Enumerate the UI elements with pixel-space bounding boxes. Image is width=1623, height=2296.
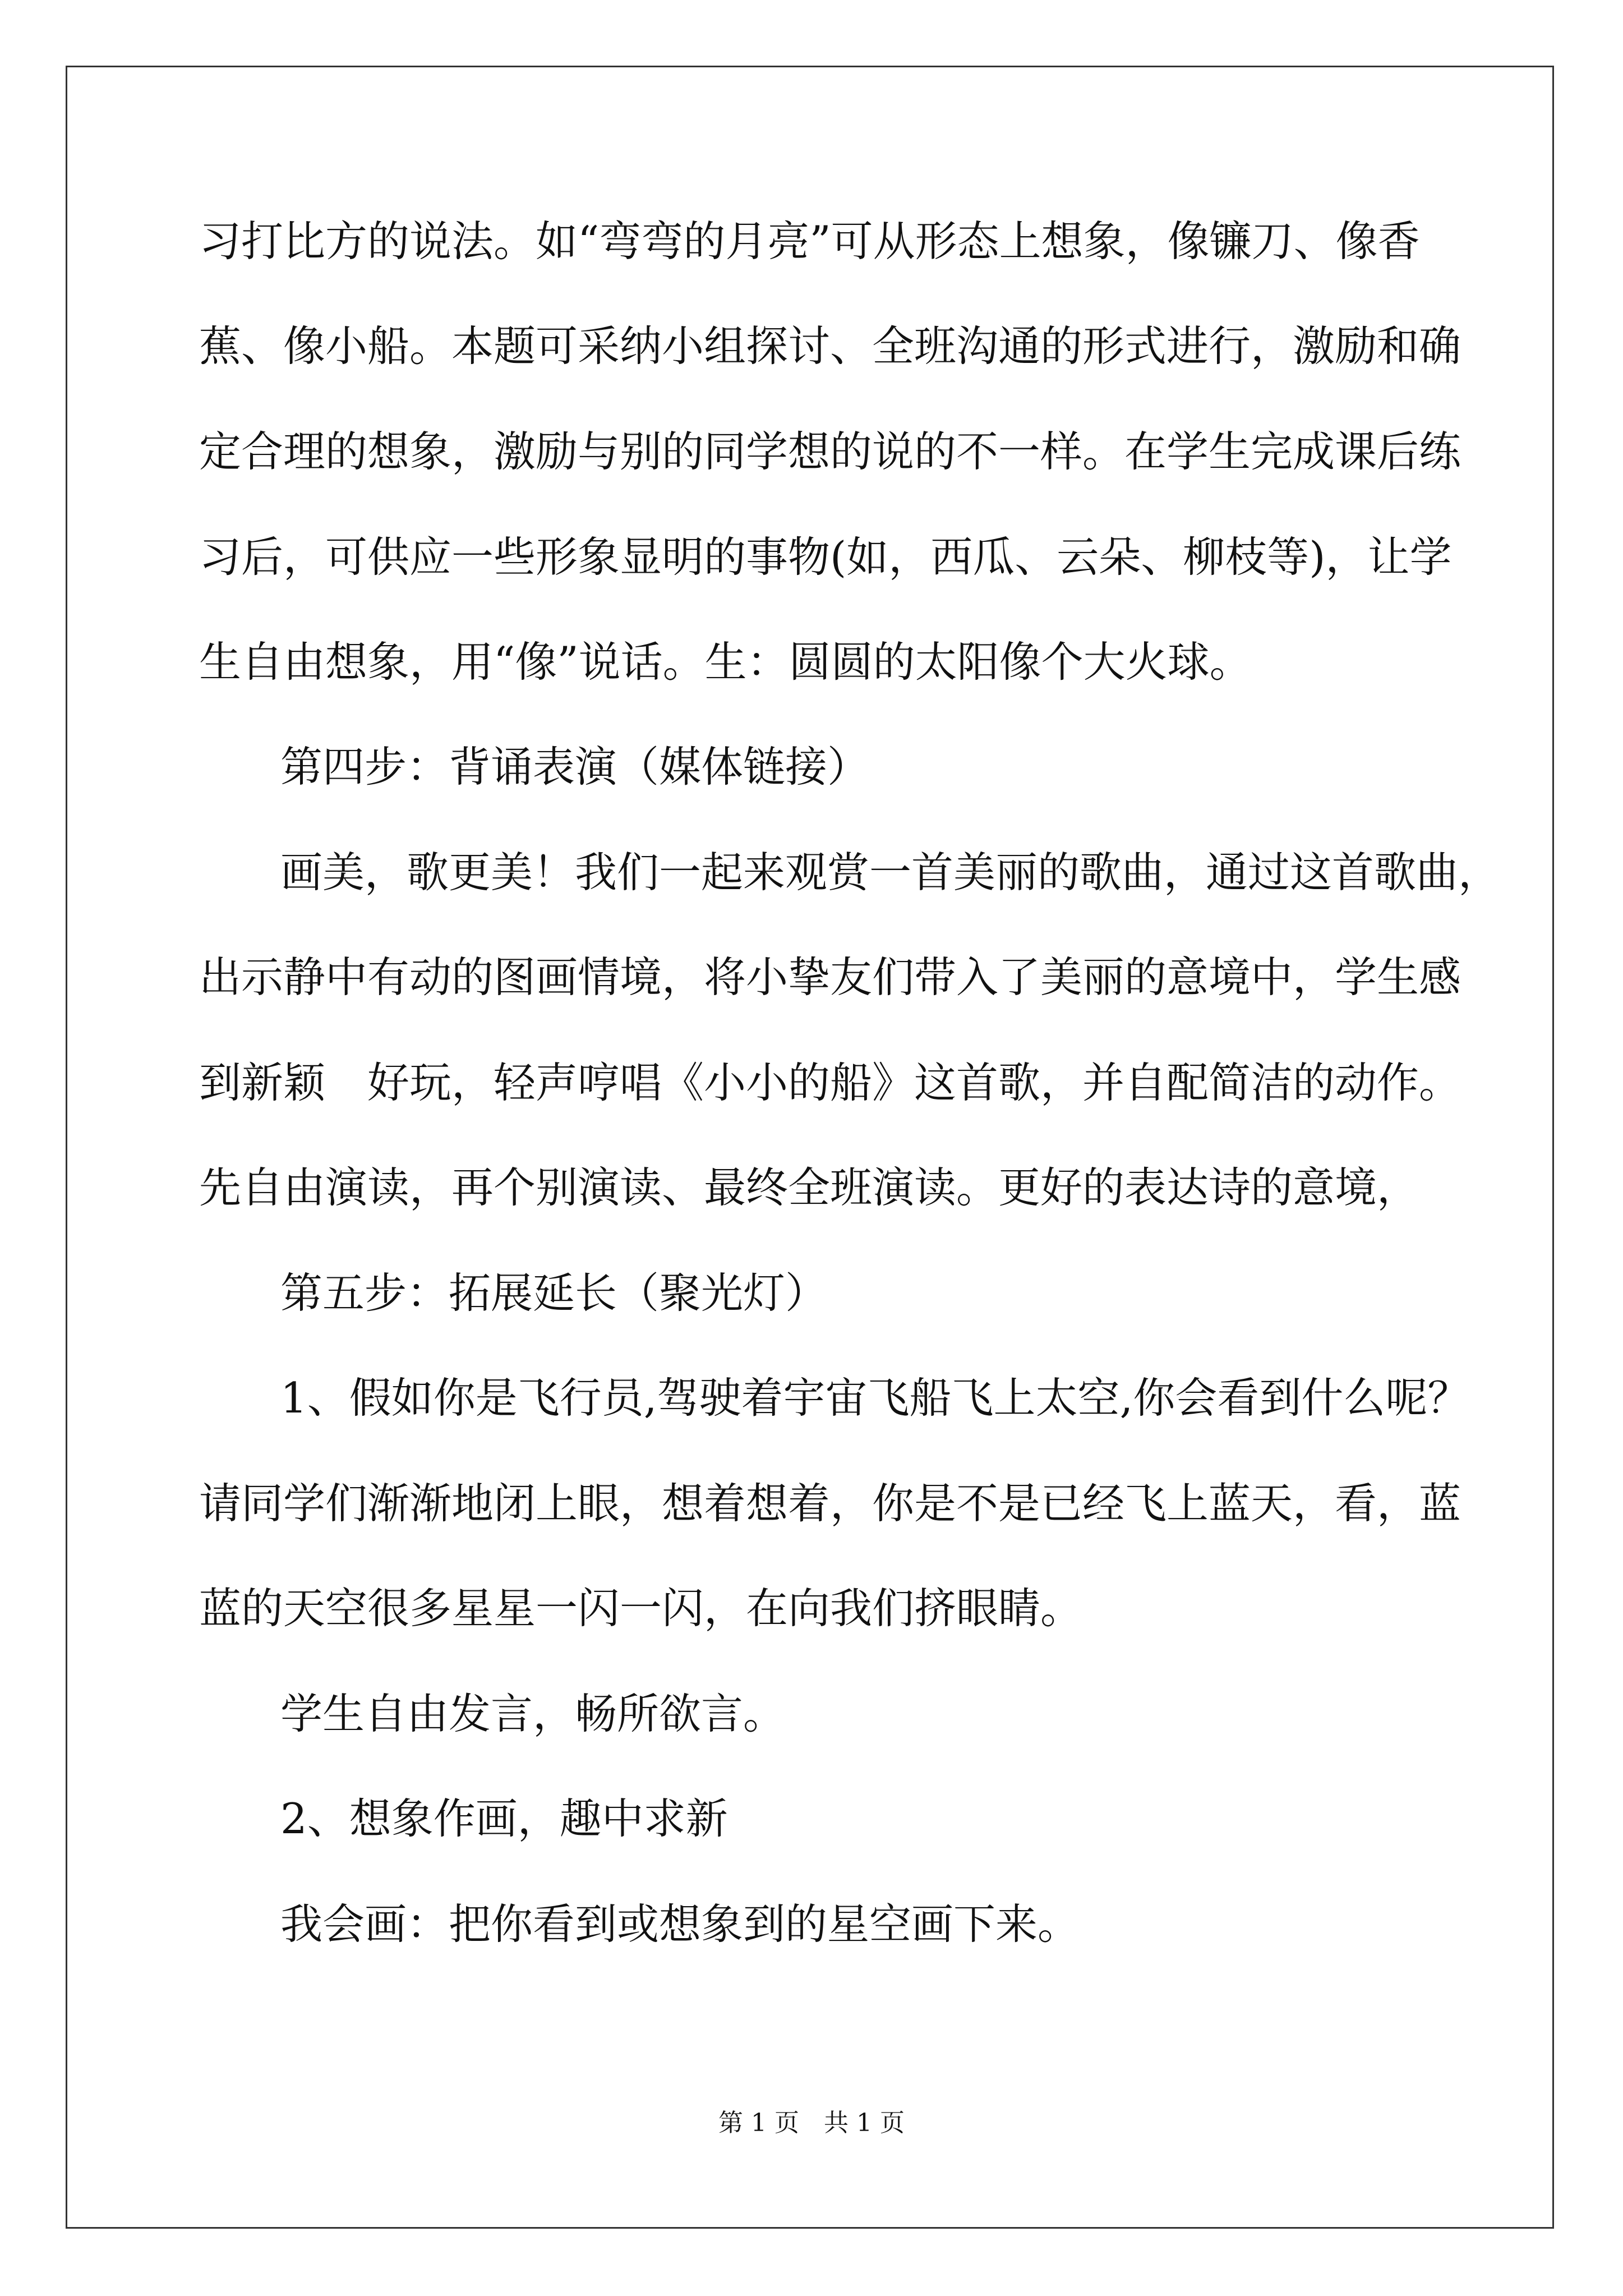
page-number: 第 1 页 共 1 页 — [718, 2109, 905, 2137]
body-line: 到新颖 好玩，轻声哼唱《小小的船》这首歌，并自配简洁的动作。 — [199, 1058, 1461, 1107]
body-line: 蕉、像小船。本题可采纳小组探讨、全班沟通的形式进行，激励和确 — [199, 321, 1461, 371]
body-line: 习打比方的说法。如“弯弯的月亮”可从形态上想象，像镰刀、像香 — [199, 217, 1420, 266]
list-item: 2、想象作画，趣中求新 — [280, 1794, 728, 1843]
body-line: 习后，可供应一些形象显明的事物(如，西瓜、云朵、柳枝等)，让学 — [199, 532, 1452, 582]
body-line: 先自由演读，再个别演读、最终全班演读。更好的表达诗的意境， — [199, 1163, 1419, 1212]
body-line: 蓝的天空很多星星一闪一闪，在向我们挤眼睛。 — [199, 1584, 1083, 1633]
body-line: 学生自由发言，畅所欲言。 — [280, 1689, 786, 1738]
body-line: 生自由想象，用“像”说话。生：圆圆的太阳像个大火球。 — [199, 637, 1252, 687]
section-heading: 第四步：背诵表演（媒体链接） — [280, 742, 870, 792]
section-heading: 第五步：拓展延长（聚光灯） — [280, 1268, 828, 1318]
body-line: 出示静中有动的图画情境，将小挚友们带入了美丽的意境中，学生感 — [199, 953, 1461, 1002]
body-line: 定合理的想象，激励与别的同学想的说的不一样。在学生完成课后练 — [199, 427, 1461, 476]
body-line: 请同学们渐渐地闭上眼，想着想着，你是不是已经飞上蓝天，看，蓝 — [199, 1479, 1461, 1528]
body-line: 我会画：把你看到或想象到的星空画下来。 — [280, 1899, 1080, 1949]
body-line: 1、假如你是飞行员,驾驶着宇宙飞船飞上太空,你会看到什么呢？ — [280, 1373, 1470, 1423]
body-line: 画美，歌更美！我们一起来观赏一首美丽的歌曲，通过这首歌曲， — [280, 848, 1501, 897]
